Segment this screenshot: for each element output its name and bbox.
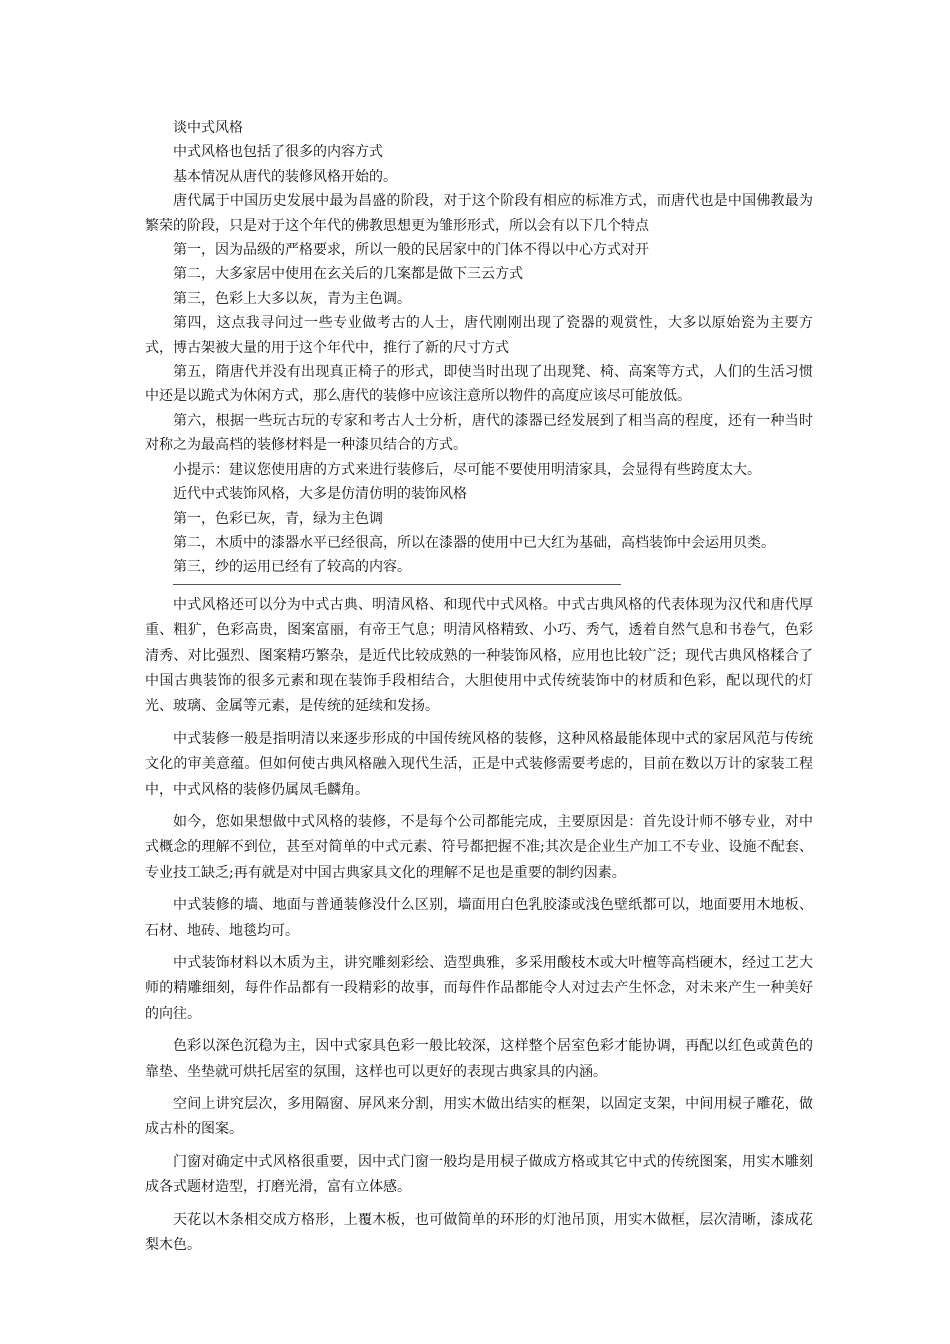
paragraph: 空间上讲究层次，多用隔窗、屏风来分割，用实木做出结实的框架，以固定支架，中间用棂子雕花，做成古朴的图案。 (145, 1096, 813, 1138)
horizontal-divider (173, 584, 621, 585)
paragraph: 第六，根据一些玩古玩的专家和考古人士分析，唐代的漆器已经发展到了相当高的程度，还有一种当时对称之为最高档的装修材料是一种漆贝结合的方式。 (145, 412, 813, 454)
paragraph: 第二，大多家居中使用在玄关后的几案都是做下三云方式 (173, 266, 523, 283)
paragraph: 近代中式装饰风格，大多是仿清仿明的装饰风格 (173, 486, 467, 503)
paragraph: 第三，纱的运用已经有了较高的内容。 (173, 559, 411, 576)
section-chinese-style-overview (145, 593, 813, 1259)
paragraph: 第一，因为品级的严格要求，所以一般的民居家中的门体不得以中心方式对开 (173, 242, 649, 259)
paragraph: 第四，这点我寻问过一些专业做考古的人士，唐代刚刚出现了瓷器的观赏性，大多以原始瓷为主要方式，博古架被大量的用于这个年代中，推行了新的尺寸方式 (145, 315, 813, 356)
paragraph: 第五，隋唐代并没有出现真正椅子的形式，即使当时出现了出现凳、椅、高案等方式，人们的生活习惯中还是以跪式为休闲方式，那么唐代的装修中应该注意所以物件的高度应该尽可能放低。 (145, 364, 813, 405)
paragraph: 基本情况从唐代的装修风格开始的。 (173, 168, 397, 185)
paragraph: 中式装修一般是指明清以来逐步形成的中国传统风格的装修，这种风格最能体现中式的家居风范与传统文化的审美意蕴。但如何使古典风格融入现代生活，正是中式装修需要考虑的，目前在数以万计的家装工程中，中式风格的装修仍属凤毛麟角。 (145, 730, 813, 798)
document-title: 谈中式风格 (173, 120, 243, 136)
paragraph: 中式风格也包括了很多的内容方式 (173, 144, 383, 161)
tip-paragraph: 小提示：建议您使用唐的方式来进行装修后，尽可能不要使用明清家具，会显得有些跨度太大。 (173, 461, 761, 478)
section-tang-style (145, 116, 813, 580)
paragraph: 中式装饰材料以木质为主，讲究雕刻彩绘、造型典雅，多采用酸枝木或大叶檀等高档硬木，经过工艺大师的精雕细刻，每件作品都有一段精彩的故事，而每件作品都能令人对过去产生怀念，对未来产生一种美好的向往。 (145, 955, 813, 1022)
paragraph: 中式装修的墙、地面与普通装修没什么区别，墙面用白色乳胶漆或浅色壁纸都可以，地面要用木地板、石材、地砖、地毯均可。 (145, 897, 813, 939)
paragraph: 如今，您如果想做中式风格的装修，不是每个公司都能完成，主要原因是：首先设计师不够专业，对中式概念的理解不到位，甚至对简单的中式元素、符号都把握不准;其次是企业生产加工不专业、设施不配套、专业技工缺乏;再有就是对中国古典家具文化的理解不足也是重要的制约因素。 (145, 813, 813, 881)
document-page (145, 116, 813, 1265)
paragraph: 唐代属于中国历史发展中最为昌盛的阶段，对于这个阶段有相应的标准方式，而唐代也是中国佛教最为繁荣的阶段，只是对于这个年代的佛教思想更为雏形形式，所以会有以下几个特点 (145, 193, 813, 234)
paragraph: 第二，木质中的漆器水平已经很高，所以在漆器的使用中已大红为基础，高档装饰中会运用贝类。 (173, 534, 775, 551)
paragraph: 第一，色彩已灰，青，绿为主色调 (173, 510, 383, 527)
paragraph: 第三，色彩上大多以灰，青为主色调。 (173, 290, 411, 307)
paragraph: 色彩以深色沉稳为主，因中式家具色彩一般比较深，这样整个居室色彩才能协调，再配以红色或黄色的靠垫、坐垫就可烘托居室的氛围，这样也可以更好的表现古典家具的内涵。 (145, 1038, 813, 1080)
paragraph: 天花以木条相交成方格形，上覆木板，也可做简单的环形的灯池吊顶，用实木做框，层次清晰，漆成花梨木色。 (145, 1211, 813, 1254)
paragraph: 中式风格还可以分为中式古典、明清风格、和现代中式风格。中式古典风格的代表体现为汉代和唐代厚重、粗犷，色彩高贵，图案富丽，有帝王气息；明清风格精致、小巧、秀气，透着自然气息和书卷气，色彩清秀、对比强烈、图案精巧繁杂，是近代比较成熟的一种装饰风格，应用也比较广泛；现代古典风格糅合了中国古典装饰的很多元素和现在装饰手段相结合，大胆使用中式传统装饰中的材质和色彩，配以现代的灯光、玻璃、金属等元素，是传统的延续和发扬。 (145, 596, 813, 715)
paragraph: 门窗对确定中式风格很重要，因中式门窗一般均是用棂子做成方格或其它中式的传统图案，用实木雕刻成各式题材造型，打磨光滑，富有立体感。 (145, 1153, 813, 1196)
